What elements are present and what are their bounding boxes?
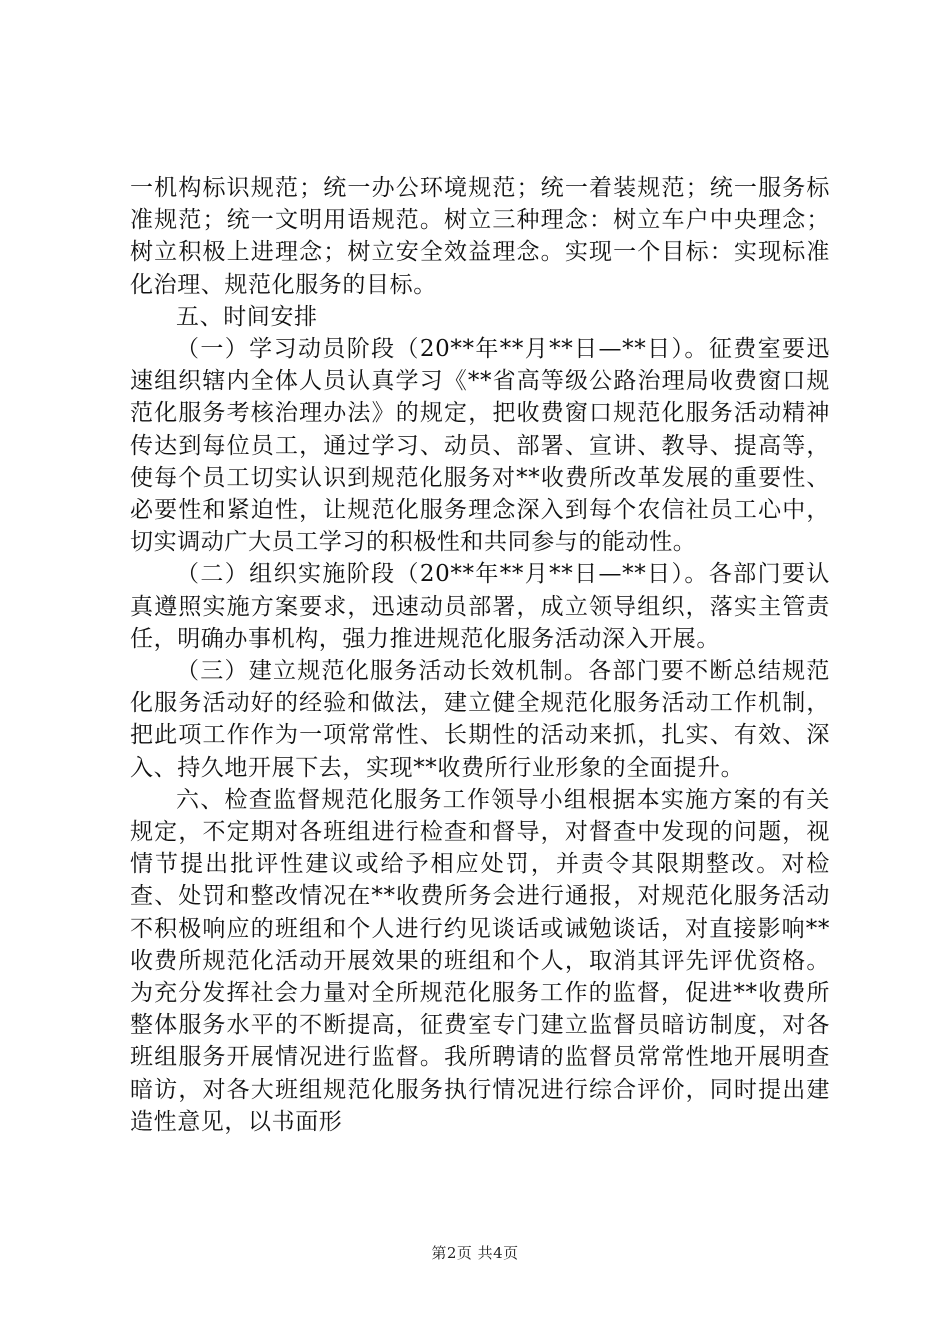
paragraph-inspection-supervision: 六、检查监督规范化服务工作领导小组根据本实施方案的有关规定，不定期对各班组进行检查和督导，对督查中发现的问题，视情节提出批评性建议或给予相应处罚，并责令其限期整改。对检查、处罚和整改情况在**收费所务会进行通报，对规范化服务活动不积极响应的班组和个人进行约见谈话或诫勉谈话，对直接影响**收费所规范化活动开展效果的班组和个人，取消其评先评优资格。为充分发挥社会力量对全所规范化服务工作的监督，促进**收费所整体服务水平的不断提高，征费室专门建立监督员暗访制度，对各班组服务开展情况进行监督。我所聘请的监督员常常性地开展明查暗访，对各大班组规范化服务执行情况进行综合评价，同时提出建造性意见，以书面形 — [130, 786, 830, 1135]
section-heading-schedule: 五、时间安排 — [176, 303, 318, 330]
paragraph-org-standards: 一机构标识规范；统一办公环境规范；统一着装规范；统一服务标准规范；统一文明用语规范。树立三种理念：树立车户中央理念；树立积极上进理念；树立安全效益理念。实现一个目标：实现标准化治理、规范化服务的目标。 — [130, 175, 830, 298]
paragraph-study-phase: （一）学习动员阶段（20**年**月**日—**日）。征费室要迅速组织辖内全体人员认真学习《**省高等级公路治理局收费窗口规范化服务考核治理办法》的规定，把收费窗口规范化服务活动精神传达到每位员工，通过学习、动员、部署、宣讲、教导、提高等，使每个员工切实认识到规范化服务对**收费所改革发展的重要性、必要性和紧迫性，让规范化服务理念深入到每个农信社员工心中，切实调动广大员工学习的积极性和共同参与的能动性。 — [130, 336, 830, 556]
paragraph-implementation-phase: （二）组织实施阶段（20**年**月**日—**日）。各部门要认真遵照实施方案要求，迅速动员部署，成立领导组织，落实主管责任，明确办事机构，强力推进规范化服务活动深入开展。 — [130, 561, 830, 652]
page-number-label: 第2页 共4页 — [431, 1244, 519, 1262]
page-footer — [0, 1242, 950, 1263]
paragraph-long-term-mechanism: （三）建立规范化服务活动长效机制。各部门要不断总结规范化服务活动好的经验和做法，建立健全规范化服务活动工作机制，把此项工作作为一项常常性、长期性的活动来抓，扎实、有效、深入、持久地开展下去，实现**收费所行业形象的全面提升。 — [130, 658, 830, 781]
document-body — [130, 172, 830, 1138]
